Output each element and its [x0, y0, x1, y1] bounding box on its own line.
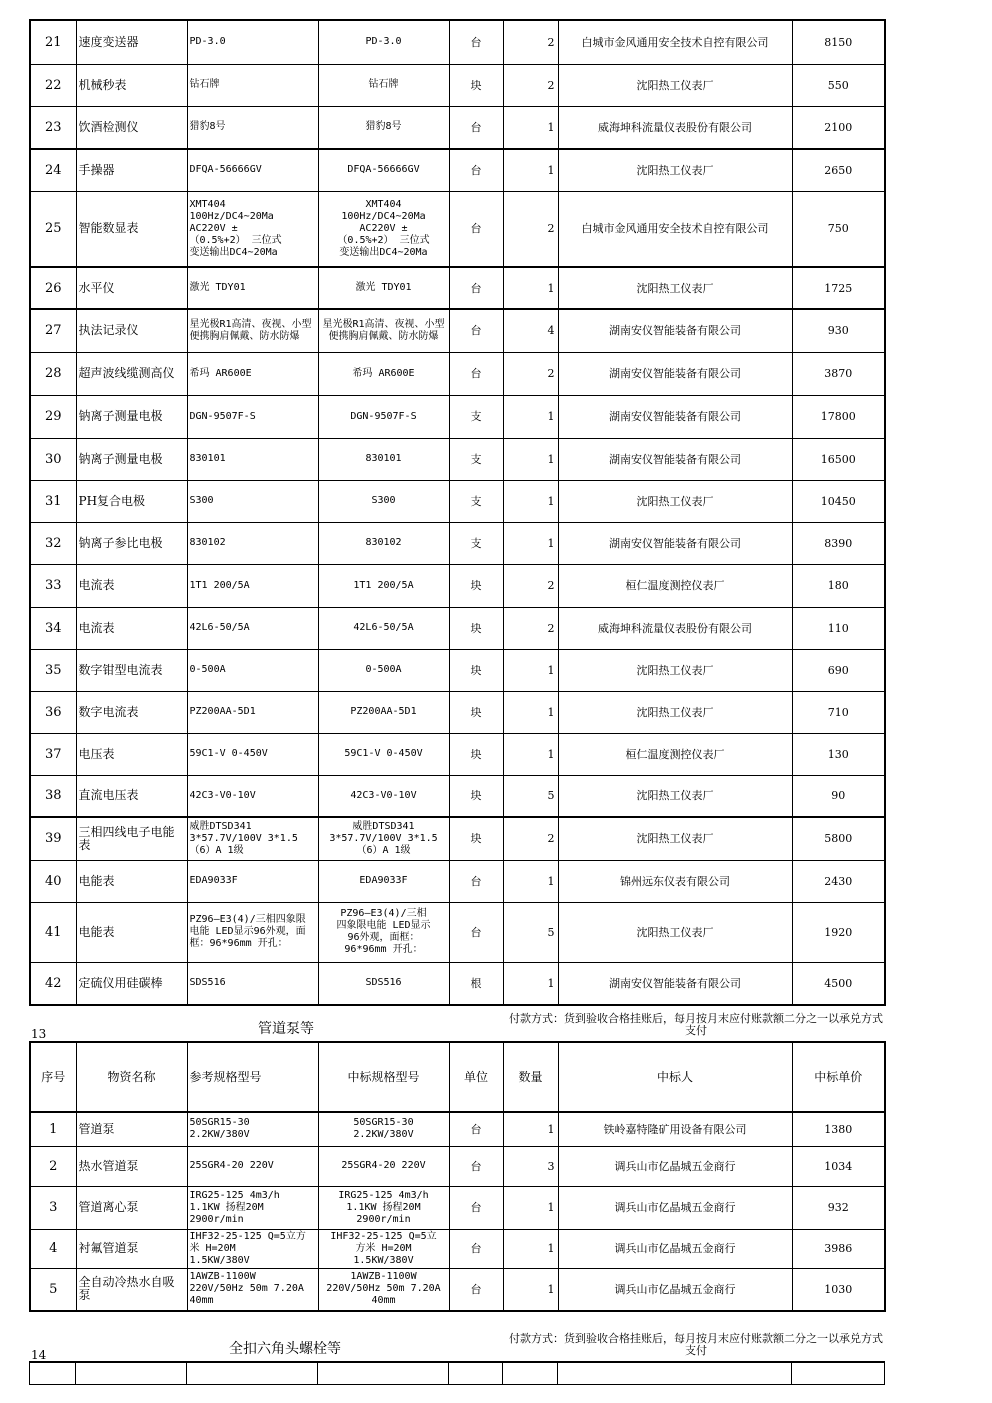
reference-spec: 希玛 AR600E — [187, 352, 318, 395]
item-name: 钠离子参比电极 — [76, 522, 187, 564]
bid-spec: IRG25-125 4m3/h 1.1KW 扬程20M 2900r/min — [318, 1186, 449, 1229]
bid-spec: 0-500A — [318, 649, 449, 691]
bid-spec: 59C1-V 0-450V — [318, 733, 449, 775]
winning-bidder: 湖南安仪智能装备有限公司 — [558, 438, 792, 480]
unit-price: 130 — [792, 733, 885, 775]
row-number: 42 — [30, 962, 76, 1005]
winning-bidder: 调兵山市亿晶城五金商行 — [558, 1186, 792, 1229]
reference-spec: EDA9033F — [187, 860, 318, 902]
unit-price: 110 — [792, 607, 885, 649]
reference-spec: 1AWZB-1100W 220V/50Hz 50m 7.20A 40mm — [187, 1268, 318, 1311]
unit: 块 — [449, 733, 503, 775]
row-number: 25 — [30, 191, 76, 267]
reference-spec: IHF32-25-125 Q=5立方米 H=20M 1.5KW/380V — [187, 1229, 318, 1268]
row-number: 23 — [30, 106, 76, 149]
row-number: 37 — [30, 733, 76, 775]
quantity: 5 — [503, 902, 558, 962]
payment-terms: 付款方式：货到验收合格挂账后，每月按月末应付账款额二分之一以承兑方式支付 — [509, 1332, 883, 1357]
quantity: 2 — [503, 64, 558, 106]
table-row — [30, 962, 885, 1005]
unit-price: 10450 — [792, 480, 885, 522]
header-unit: 单位 — [449, 1042, 503, 1112]
table-row — [30, 1362, 885, 1384]
reference-spec: IRG25-125 4m3/h 1.1KW 扬程20M 2900r/min — [187, 1186, 318, 1229]
reference-spec: 钻石牌 — [187, 64, 318, 106]
item-name: 电流表 — [76, 607, 187, 649]
reference-spec: 50SGR15-30 2.2KW/380V — [187, 1112, 318, 1146]
quantity: 1 — [503, 1268, 558, 1311]
unit-price: 17800 — [792, 395, 885, 438]
item-name: 执法记录仪 — [76, 309, 187, 352]
winning-bidder: 沈阳热工仪表厂 — [558, 64, 792, 106]
row-number: 28 — [30, 352, 76, 395]
unit: 台 — [449, 1229, 503, 1268]
table-row — [30, 607, 885, 649]
table-row — [30, 149, 885, 191]
reference-spec: 42L6-50/5A — [187, 607, 318, 649]
quantity: 1 — [503, 649, 558, 691]
item-name: 水平仪 — [76, 267, 187, 309]
unit-price: 3870 — [792, 352, 885, 395]
reference-spec: 1T1 200/5A — [187, 564, 318, 607]
reference-spec: 42C3-V0-10V — [187, 775, 318, 817]
unit: 支 — [449, 522, 503, 564]
winning-bidder: 白城市金风通用安全技术自控有限公司 — [558, 20, 792, 64]
row-number: 21 — [30, 20, 76, 64]
table-row — [30, 480, 885, 522]
unit: 台 — [449, 309, 503, 352]
section-number: 14 — [31, 1348, 47, 1362]
bid-spec: IHF32-25-125 Q=5立 方米 H=20M 1.5KW/380V — [318, 1229, 449, 1268]
table-row — [30, 1112, 885, 1146]
unit-price: 90 — [792, 775, 885, 817]
table-row — [30, 395, 885, 438]
quantity: 1 — [503, 691, 558, 733]
unit: 块 — [449, 607, 503, 649]
winning-bidder: 沈阳热工仪表厂 — [558, 902, 792, 962]
header-no: 序号 — [30, 1042, 76, 1112]
table-row — [30, 191, 885, 267]
unit-price: 1034 — [792, 1146, 885, 1186]
quantity: 2 — [503, 564, 558, 607]
item-name: 钠离子测量电极 — [76, 438, 187, 480]
unit-price: 8390 — [792, 522, 885, 564]
table-row — [30, 902, 885, 962]
row-number: 3 — [30, 1186, 76, 1229]
reference-spec: SDS516 — [187, 962, 318, 1005]
item-name: 电能表 — [76, 902, 187, 962]
table-row — [30, 1186, 885, 1229]
winning-bidder: 调兵山市亿晶城五金商行 — [558, 1268, 792, 1311]
unit-price: 550 — [792, 64, 885, 106]
unit-price: 16500 — [792, 438, 885, 480]
item-name: 数字电流表 — [76, 691, 187, 733]
table-row — [30, 564, 885, 607]
bid-spec: 猎豹8号 — [318, 106, 449, 149]
row-number: 4 — [30, 1229, 76, 1268]
unit-price: 3986 — [792, 1229, 885, 1268]
reference-spec: DFQA-56666GV — [187, 149, 318, 191]
quantity: 1 — [503, 438, 558, 480]
item-name: 超声波线缆测高仪 — [76, 352, 187, 395]
bid-spec: PD-3.0 — [318, 20, 449, 64]
bid-spec: 星光极R1高清、夜视、小型便携胸肩佩戴、防水防爆 — [318, 309, 449, 352]
winning-bidder: 沈阳热工仪表厂 — [558, 775, 792, 817]
items-table-pumps — [29, 1041, 886, 1312]
unit-price: 8150 — [792, 20, 885, 64]
winning-bidder: 沈阳热工仪表厂 — [558, 480, 792, 522]
bid-spec: 1AWZB-1100W 220V/50Hz 50m 7.20A 40mm — [318, 1268, 449, 1311]
item-name: 电能表 — [76, 860, 187, 902]
item-name: 管道泵 — [76, 1112, 187, 1146]
table-row — [30, 649, 885, 691]
item-name: 手操器 — [76, 149, 187, 191]
table-row — [30, 1268, 885, 1311]
row-number: 40 — [30, 860, 76, 902]
unit-price: 4500 — [792, 962, 885, 1005]
item-name: 热水管道泵 — [76, 1146, 187, 1186]
winning-bidder: 威海坤科流量仪表股份有限公司 — [558, 106, 792, 149]
winning-bidder: 沈阳热工仪表厂 — [558, 691, 792, 733]
unit-price: 2100 — [792, 106, 885, 149]
quantity: 1 — [503, 522, 558, 564]
bid-spec: 830102 — [318, 522, 449, 564]
bid-spec: DGN-9507F-S — [318, 395, 449, 438]
quantity: 1 — [503, 1186, 558, 1229]
reference-spec: PZ96—E3(4)/三相四象限电能 LED显示96外观，面框：96*96mm 开孔： — [187, 902, 318, 962]
header-price: 中标单价 — [792, 1042, 885, 1112]
item-name: 机械秒表 — [76, 64, 187, 106]
row-number: 1 — [30, 1112, 76, 1146]
reference-spec: 0-500A — [187, 649, 318, 691]
reference-spec: 830101 — [187, 438, 318, 480]
reference-spec: XMT404 100Hz/DC4~20Ma AC220V ± （0.5%+2） 三位式 变送输出DC4~20Ma — [187, 191, 318, 267]
row-number: 41 — [30, 902, 76, 962]
row-number: 26 — [30, 267, 76, 309]
table-header-row — [30, 1042, 885, 1112]
quantity: 2 — [503, 20, 558, 64]
item-name: 衬氟管道泵 — [76, 1229, 187, 1268]
unit-price: 5800 — [792, 817, 885, 860]
quantity: 2 — [503, 191, 558, 267]
reference-spec: 威胜DTSD341 3*57.7V/100V 3*1.5 （6）A 1级 — [187, 817, 318, 860]
header-bid-spec: 中标规格型号 — [318, 1042, 449, 1112]
row-number: 30 — [30, 438, 76, 480]
item-name: 直流电压表 — [76, 775, 187, 817]
bid-spec: 25SGR4-20 220V — [318, 1146, 449, 1186]
row-number: 24 — [30, 149, 76, 191]
unit: 块 — [449, 64, 503, 106]
row-number: 31 — [30, 480, 76, 522]
row-number: 32 — [30, 522, 76, 564]
bid-spec: 钻石牌 — [318, 64, 449, 106]
quantity: 2 — [503, 352, 558, 395]
table-row — [30, 309, 885, 352]
quantity: 1 — [503, 860, 558, 902]
row-number: 22 — [30, 64, 76, 106]
winning-bidder: 沈阳热工仪表厂 — [558, 817, 792, 860]
unit-price: 932 — [792, 1186, 885, 1229]
winning-bidder: 湖南安仪智能装备有限公司 — [558, 522, 792, 564]
quantity: 4 — [503, 309, 558, 352]
unit: 台 — [449, 1268, 503, 1311]
quantity: 1 — [503, 106, 558, 149]
section-title: 管道泵等 — [258, 1021, 314, 1037]
bid-spec: 激光 TDY01 — [318, 267, 449, 309]
row-number: 27 — [30, 309, 76, 352]
quantity: 5 — [503, 775, 558, 817]
items-table-instruments — [29, 19, 886, 1006]
section-number: 13 — [31, 1027, 47, 1041]
winning-bidder: 湖南安仪智能装备有限公司 — [558, 352, 792, 395]
bid-spec: SDS516 — [318, 962, 449, 1005]
table-row — [30, 817, 885, 860]
item-name: 饮酒检测仪 — [76, 106, 187, 149]
reference-spec: PD-3.0 — [187, 20, 318, 64]
header-winner: 中标人 — [558, 1042, 792, 1112]
winning-bidder: 湖南安仪智能装备有限公司 — [558, 309, 792, 352]
item-name: 速度变送器 — [76, 20, 187, 64]
winning-bidder: 沈阳热工仪表厂 — [558, 149, 792, 191]
unit: 块 — [449, 649, 503, 691]
unit: 台 — [449, 106, 503, 149]
item-name: 全自动冷热水自吸泵 — [76, 1268, 187, 1311]
winning-bidder: 沈阳热工仪表厂 — [558, 267, 792, 309]
winning-bidder: 锦州远东仪表有限公司 — [558, 860, 792, 902]
table-row — [30, 352, 885, 395]
quantity: 2 — [503, 607, 558, 649]
section-title: 全扣六角头螺栓等 — [229, 1341, 341, 1357]
reference-spec: 830102 — [187, 522, 318, 564]
winning-bidder: 湖南安仪智能装备有限公司 — [558, 962, 792, 1005]
header-qty: 数量 — [503, 1042, 558, 1112]
table-row — [30, 267, 885, 309]
item-name: 电流表 — [76, 564, 187, 607]
row-number: 36 — [30, 691, 76, 733]
table-row — [30, 860, 885, 902]
header-ref-spec: 参考规格型号 — [187, 1042, 318, 1112]
winning-bidder: 桓仁温度测控仪表厂 — [558, 564, 792, 607]
unit: 台 — [449, 267, 503, 309]
unit: 支 — [449, 438, 503, 480]
unit: 块 — [449, 564, 503, 607]
table-row — [30, 20, 885, 64]
unit: 台 — [449, 1146, 503, 1186]
unit: 台 — [449, 191, 503, 267]
unit: 块 — [449, 775, 503, 817]
quantity: 3 — [503, 1146, 558, 1186]
table-row — [30, 775, 885, 817]
unit: 根 — [449, 962, 503, 1005]
bid-spec: 50SGR15-30 2.2KW/380V — [318, 1112, 449, 1146]
item-name: 三相四线电子电能表 — [76, 817, 187, 860]
table-row — [30, 522, 885, 564]
item-name: 电压表 — [76, 733, 187, 775]
table-row — [30, 1229, 885, 1268]
bid-spec: S300 — [318, 480, 449, 522]
item-name: PH复合电极 — [76, 480, 187, 522]
bid-spec: 42C3-V0-10V — [318, 775, 449, 817]
winning-bidder: 铁岭嘉特隆矿用设备有限公司 — [558, 1112, 792, 1146]
unit: 支 — [449, 395, 503, 438]
unit-price: 1030 — [792, 1268, 885, 1311]
reference-spec: DGN-9507F-S — [187, 395, 318, 438]
unit-price: 1380 — [792, 1112, 885, 1146]
unit: 台 — [449, 1112, 503, 1146]
unit-price: 180 — [792, 564, 885, 607]
row-number: 34 — [30, 607, 76, 649]
row-number: 38 — [30, 775, 76, 817]
item-name: 定硫仪用硅碳棒 — [76, 962, 187, 1005]
winning-bidder: 沈阳热工仪表厂 — [558, 649, 792, 691]
header-name: 物资名称 — [76, 1042, 187, 1112]
unit: 台 — [449, 902, 503, 962]
bid-spec: EDA9033F — [318, 860, 449, 902]
bid-spec: DFQA-56666GV — [318, 149, 449, 191]
unit: 台 — [449, 860, 503, 902]
unit: 支 — [449, 480, 503, 522]
reference-spec: S300 — [187, 480, 318, 522]
unit: 台 — [449, 149, 503, 191]
quantity: 1 — [503, 480, 558, 522]
unit-price: 2430 — [792, 860, 885, 902]
quantity: 1 — [503, 149, 558, 191]
quantity: 1 — [503, 962, 558, 1005]
bid-spec: 威胜DTSD341 3*57.7V/100V 3*1.5 （6）A 1级 — [318, 817, 449, 860]
table-row — [30, 733, 885, 775]
unit-price: 1725 — [792, 267, 885, 309]
row-number: 5 — [30, 1268, 76, 1311]
unit: 块 — [449, 817, 503, 860]
item-name: 智能数显表 — [76, 191, 187, 267]
payment-terms: 付款方式：货到验收合格挂账后，每月按月末应付账款额二分之一以承兑方式支付 — [509, 1012, 883, 1037]
bid-spec: 希玛 AR600E — [318, 352, 449, 395]
unit-price: 690 — [792, 649, 885, 691]
quantity: 1 — [503, 1112, 558, 1146]
quantity: 2 — [503, 817, 558, 860]
items-table-bolts — [29, 1361, 885, 1385]
bid-spec: XMT404 100Hz/DC4~20Ma AC220V ± （0.5%+2） 三位式 变送输出DC4~20Ma — [318, 191, 449, 267]
reference-spec: 激光 TDY01 — [187, 267, 318, 309]
row-number: 33 — [30, 564, 76, 607]
unit: 台 — [449, 1186, 503, 1229]
reference-spec: 星光极R1高清、夜视、小型便携胸肩佩戴、防水防爆 — [187, 309, 318, 352]
bid-spec: 42L6-50/5A — [318, 607, 449, 649]
unit: 台 — [449, 352, 503, 395]
winning-bidder: 调兵山市亿晶城五金商行 — [558, 1146, 792, 1186]
unit-price: 930 — [792, 309, 885, 352]
table-row — [30, 1146, 885, 1186]
bid-spec: PZ96—E3(4)/三相 四象限电能 LED显示 96外观，面框： 96*96mm 开孔： — [318, 902, 449, 962]
quantity: 1 — [503, 1229, 558, 1268]
item-name: 管道离心泵 — [76, 1186, 187, 1229]
item-name: 数字钳型电流表 — [76, 649, 187, 691]
row-number: 2 — [30, 1146, 76, 1186]
table-row — [30, 691, 885, 733]
quantity: 1 — [503, 733, 558, 775]
row-number: 35 — [30, 649, 76, 691]
unit-price: 1920 — [792, 902, 885, 962]
bid-spec: 830101 — [318, 438, 449, 480]
quantity: 1 — [503, 267, 558, 309]
table-row — [30, 64, 885, 106]
unit: 块 — [449, 691, 503, 733]
bid-spec: PZ200AA-5D1 — [318, 691, 449, 733]
row-number: 29 — [30, 395, 76, 438]
table-row — [30, 106, 885, 149]
winning-bidder: 调兵山市亿晶城五金商行 — [558, 1229, 792, 1268]
reference-spec: 猎豹8号 — [187, 106, 318, 149]
quantity: 1 — [503, 395, 558, 438]
reference-spec: 25SGR4-20 220V — [187, 1146, 318, 1186]
unit: 台 — [449, 20, 503, 64]
winning-bidder: 湖南安仪智能装备有限公司 — [558, 395, 792, 438]
reference-spec: PZ200AA-5D1 — [187, 691, 318, 733]
unit-price: 710 — [792, 691, 885, 733]
unit-price: 2650 — [792, 149, 885, 191]
reference-spec: 59C1-V 0-450V — [187, 733, 318, 775]
unit-price: 750 — [792, 191, 885, 267]
bid-spec: 1T1 200/5A — [318, 564, 449, 607]
winning-bidder: 白城市金风通用安全技术自控有限公司 — [558, 191, 792, 267]
winning-bidder: 威海坤科流量仪表股份有限公司 — [558, 607, 792, 649]
table-row — [30, 438, 885, 480]
row-number: 39 — [30, 817, 76, 860]
winning-bidder: 桓仁温度测控仪表厂 — [558, 733, 792, 775]
item-name: 钠离子测量电极 — [76, 395, 187, 438]
